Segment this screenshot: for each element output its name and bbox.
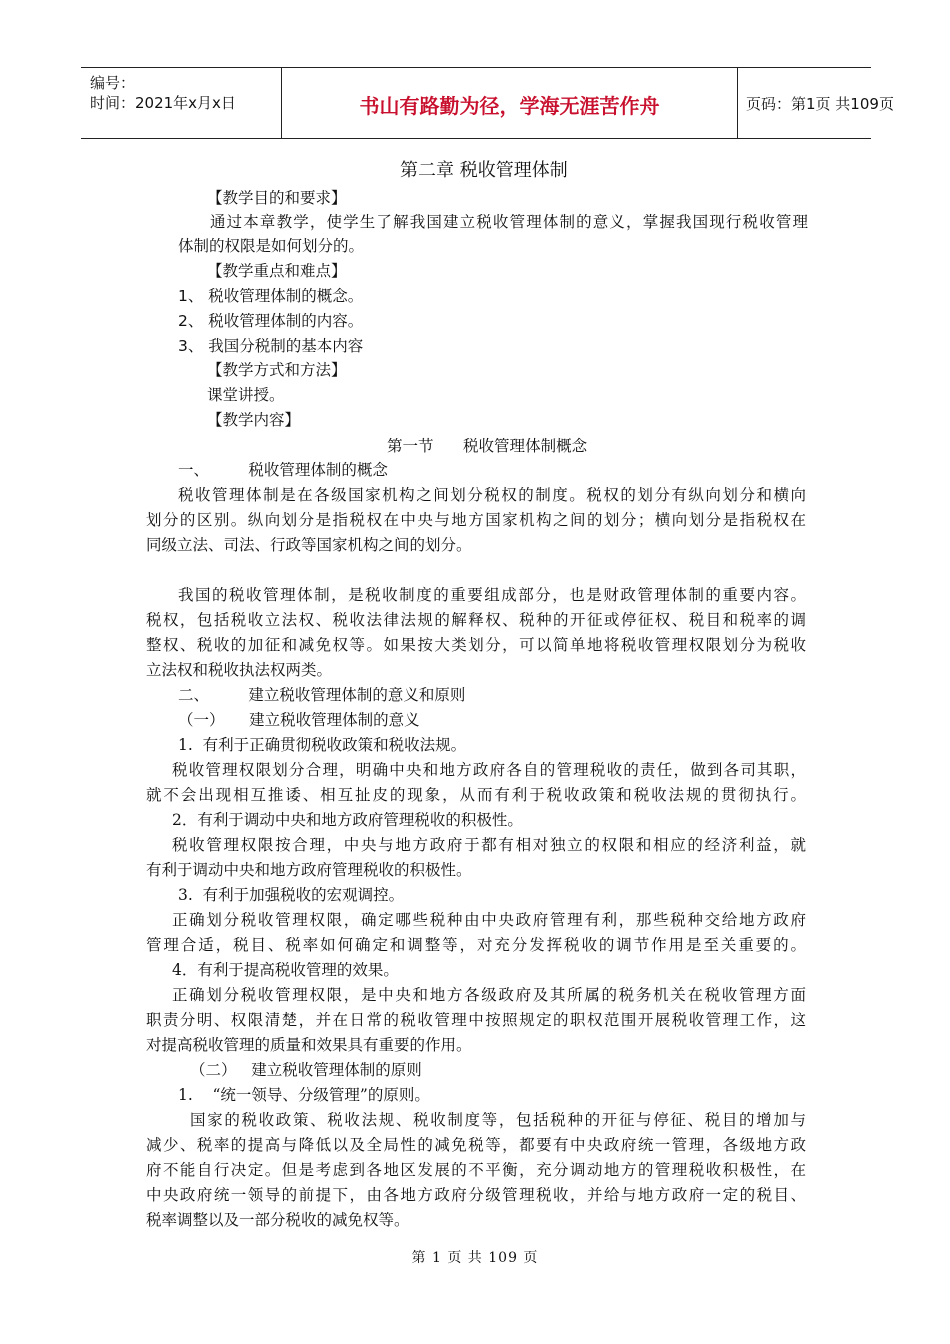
paragraph-line: 中央政府统一领导的前提下，由各地方政府分级管理税收，并给与地方政府一定的税目、 [146,1186,806,1204]
paragraph-line: 税收管理权限按合理，中央与地方政府于都有相对独立的权限和相应的经济利益，就 [172,836,806,854]
paragraph-line: 职责分明、权限清楚，并在日常的税收管理中按照规定的职权范围开展税收管理工作，这 [146,1011,806,1029]
page-footer: 第 1 页 共 109 页 [411,1250,539,1266]
header-table [81,67,894,139]
paragraph-line: 国家的税收政策、税收法规、税收制度等，包括税种的开征与停征、税目的增加与 [190,1111,806,1129]
subsection-heading: 一、 税收管理体制的概念 [178,461,388,479]
subsection-heading: （一） 建立税收管理体制的意义 [178,711,420,729]
paragraph-line: 就不会出现相互推诿、相互扯皮的现象，从而有利于税收政策和税收法规的贯彻执行。 [146,786,806,804]
paragraph-line: 我国的税收管理体制，是税收制度的重要组成部分，也是财政管理体制的重要内容。 [178,586,806,604]
section-heading: 【教学方式和方法】 [207,361,347,379]
paragraph-line: 税收管理权限划分合理，明确中央和地方政府各自的管理税收的责任，做到各司其职， [172,761,806,779]
page-info: 页码：第1页 共109页 [746,95,894,113]
document-number-label: 编号： [90,74,136,92]
list-item: 2、 税收管理体制的内容。 [178,312,364,330]
paragraph-line: 税率调整以及一部分税收的减免权等。 [146,1211,410,1229]
paragraph-line: 减少、税率的提高与降低以及全局性的减免税等，都要有中央政府统一管理，各级地方政 [146,1136,806,1154]
section-heading: 【教学目的和要求】 [207,189,347,207]
chapter-title: 第二章 税收管理体制 [400,160,568,181]
list-item: 1、 税收管理体制的概念。 [178,287,364,305]
paragraph-line: 体制的权限是如何划分的。 [178,237,365,255]
document-date-label: 时间：2021年x月x日 [90,94,236,112]
paragraph-line: 管理合适，税目、税率如何确定和调整等，对充分发挥税收的调节作用是至关重要的。 [146,936,806,954]
section-title: 第一节 税收管理体制概念 [387,437,588,455]
paragraph-line: 府不能自行决定。但是考虑到各地区发展的不平衡，充分调动地方的管理税收积极性，在 [146,1161,806,1179]
header-page-cell [737,68,894,138]
list-item: 2．有利于调动中央和地方政府管理税收的积极性。 [172,811,523,829]
paragraph-line: 税权，包括税收立法权、税收法律法规的解释权、税种的开征或停征权、税目和税率的调 [146,611,806,629]
paragraph-line: 通过本章教学，使学生了解我国建立税收管理体制的意义，掌握我国现行税收管理 [210,213,808,231]
list-item: 4．有利于提高税收管理的效果。 [172,961,399,979]
paragraph-line: 正确划分税收管理权限，确定哪些税种由中央政府管理有利，那些税种交给地方政府 [172,911,806,929]
subsection-heading: （二） 建立税收管理体制的原则 [190,1061,422,1079]
paragraph-line: 立法权和税收执法权两类。 [146,661,333,679]
motto-text: 书山有路勤为径，学海无涯苦作舟 [359,94,660,118]
section-heading: 【教学重点和难点】 [207,262,347,280]
paragraph-line: 课堂讲授。 [207,386,285,404]
header-meta-cell [81,68,281,138]
paragraph-line: 划分的区别。纵向划分是指税权在中央与地方国家机构之间的划分；横向划分是指税权在 [146,511,806,529]
paragraph-line: 税收管理体制是在各级国家机构之间划分税权的制度。税权的划分有纵向划分和横向 [178,486,806,504]
list-item: 3、 我国分税制的基本内容 [178,337,364,355]
list-item: 3. 有利于加强税收的宏观调控。 [178,886,405,904]
subsection-heading: 二、 建立税收管理体制的意义和原则 [178,686,466,704]
paragraph-line: 有利于调动中央和地方政府管理税收的积极性。 [146,861,472,879]
section-heading: 【教学内容】 [207,411,301,429]
list-item: 1. 有利于正确贯彻税收政策和税收法规。 [178,736,467,754]
list-item: 1. “统一领导、分级管理”的原则。 [178,1086,430,1104]
paragraph-line: 正确划分税收管理权限，是中央和地方各级政府及其所属的税务机关在税收管理方面 [172,986,806,1004]
paragraph-line: 对提高税收管理的质量和效果具有重要的作用。 [146,1036,472,1054]
paragraph-line: 整权、税收的加征和减免权等。如果按大类划分，可以简单地将税收管理权限划分为税收 [146,636,806,654]
header-motto-cell [281,68,738,138]
paragraph-line: 同级立法、司法、行政等国家机构之间的划分。 [146,536,472,554]
